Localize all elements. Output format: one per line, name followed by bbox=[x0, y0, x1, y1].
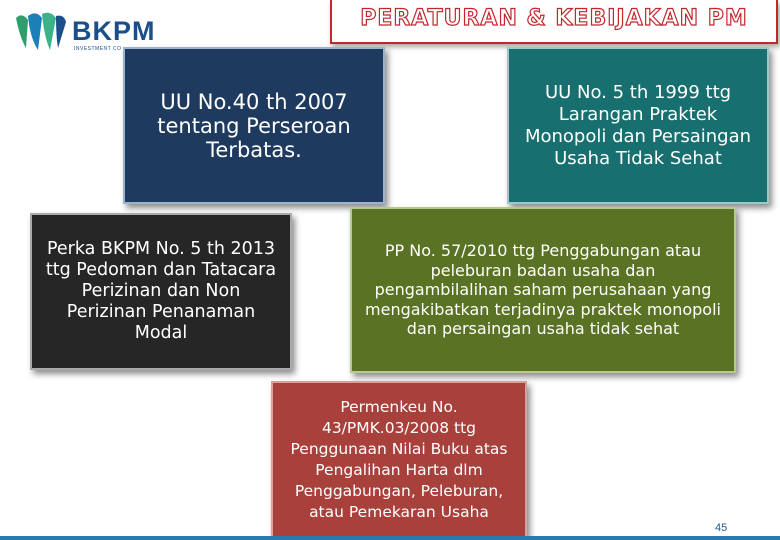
card-uu-40-2007-text: UU No.40 th 2007 tentang Perseroan Terbatas. bbox=[157, 89, 351, 162]
card-permenkeu-text: Permenkeu No. 43/PMK.03/2008 ttg Penggunaan Nilai Buku atas Pengalihan Harta dlm Penggabungan, Peleburan, atau Pemekaran Usaha bbox=[290, 397, 508, 521]
card-uu-40-2007 bbox=[123, 47, 385, 204]
page-number: 45 bbox=[715, 522, 728, 534]
card-perka-bkpm-5-2013 bbox=[30, 213, 292, 370]
footer-divider bbox=[0, 536, 780, 540]
title-banner bbox=[330, 0, 778, 44]
logo-text: BKPM bbox=[72, 16, 156, 46]
page-title: PERATURAN & KEBIJAKAN PM bbox=[360, 6, 748, 31]
card-uu-5-1999-text: UU No. 5 th 1999 ttg Larangan Praktek Monopoli dan Persaingan Usaha Tidak Sehat bbox=[524, 81, 752, 169]
card-pp-57-2010 bbox=[350, 207, 736, 373]
card-pp-57-2010-text: PP No. 57/2010 ttg Penggabungan atau peleburan badan usaha dan pengambilalihan saham perusahaan yang mengakibatkan terjadinya praktek monopoli dan persaingan usaha tidak sehat bbox=[365, 241, 721, 339]
logo-subtext: INVESTMENT CO bbox=[74, 46, 122, 52]
bkpm-leaf-logo-icon bbox=[12, 8, 70, 54]
card-permenkeu-43-2008 bbox=[271, 381, 527, 538]
card-uu-5-1999 bbox=[507, 47, 769, 204]
card-perka-bkpm-text: Perka BKPM No. 5 th 2013 ttg Pedoman dan Tatacara Perizinan dan Non Perizinan Penanaman Modal bbox=[45, 239, 277, 343]
